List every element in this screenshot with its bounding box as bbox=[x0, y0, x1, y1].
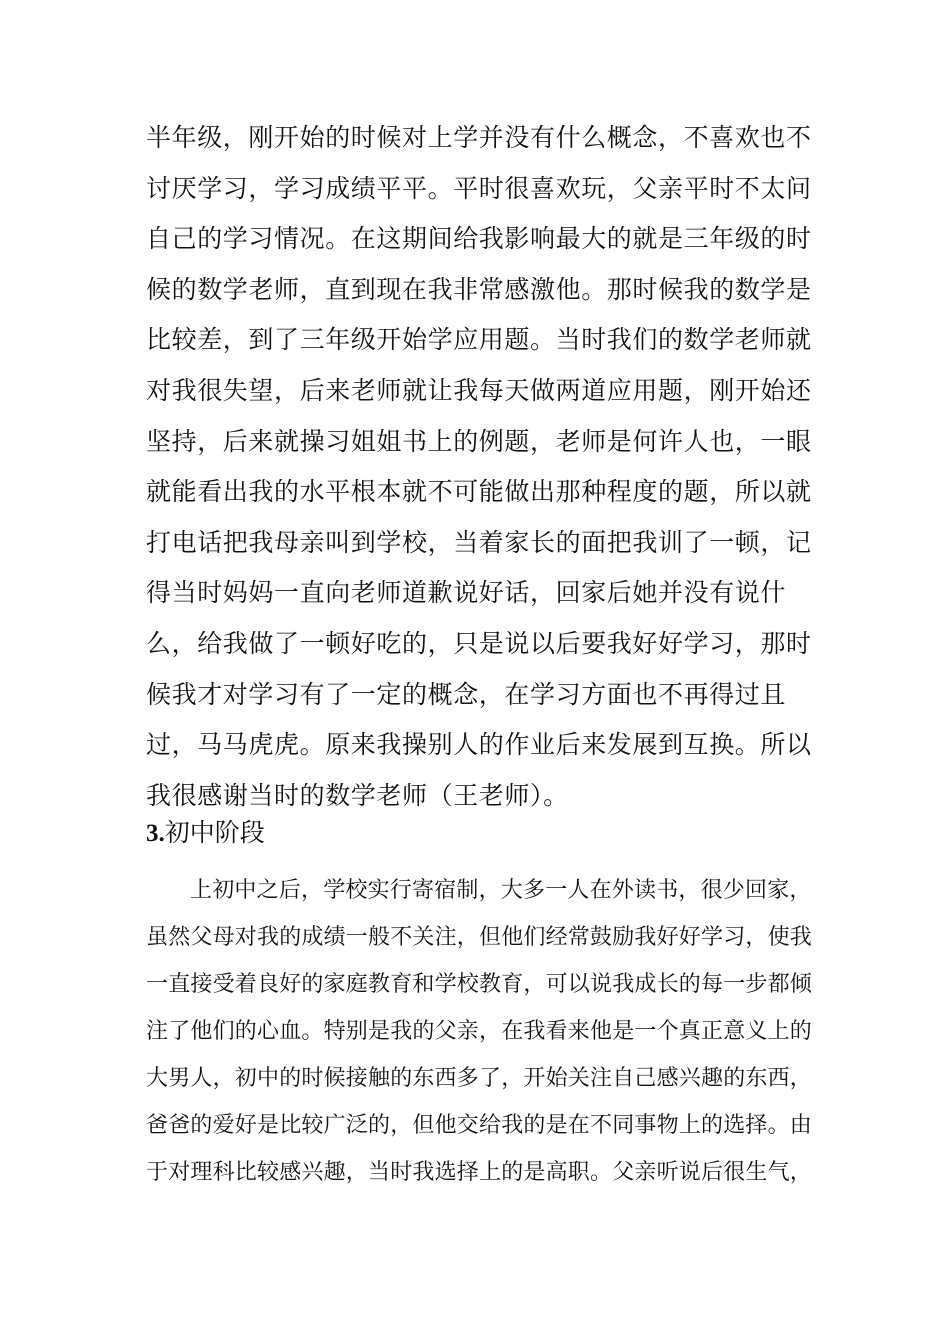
text-line: 打电话把我母亲叫到学校，当着家长的面把我训了一顿，记 bbox=[146, 527, 812, 557]
text-line: 候我才对学习有了一定的概念，在学习方面也不再得过且 bbox=[146, 679, 787, 709]
text-line: 比较差，到了三年级开始学应用题。当时我们的数学老师就 bbox=[146, 325, 812, 355]
section-number: 3. bbox=[146, 820, 165, 847]
text-line: 过，马马虎虎。原来我操别人的作业后来发展到互换。所以 bbox=[146, 730, 812, 760]
text-line: 么，给我做了一顿好吃的，只是说以后要我好好学习，那时 bbox=[146, 628, 812, 658]
text-line: 候的数学老师，直到现在我非常感激他。那时候我的数学是 bbox=[146, 274, 812, 304]
text-line: 于对理科比较感兴趣，当时我选择上的是高职。父亲听说后很生气， bbox=[146, 1160, 813, 1185]
text-line: 半年级，刚开始的时候对上学并没有什么概念，不喜欢也不 bbox=[146, 123, 812, 152]
text-line: 坚持，后来就操习姐姐书上的例题，老师是何许人也，一眼 bbox=[146, 426, 812, 456]
paragraph-primary-school bbox=[146, 113, 846, 821]
text-line: 大男人，初中的时候接触的东西多了，开始关注自己感兴趣的东西， bbox=[146, 1066, 813, 1091]
section-heading bbox=[146, 818, 265, 849]
text-line: 对我很失望，后来老师就让我每天做两道应用题，刚开始还 bbox=[146, 375, 812, 405]
text-line: 上初中之后，学校实行寄宿制，大多一人在外读书，很少回家， bbox=[190, 878, 812, 903]
text-line: 注了他们的心血。特别是我的父亲，在我看来他是一个真正意义上的 bbox=[146, 1019, 813, 1044]
text-line: 我很感谢当时的数学老师（王老师）。 bbox=[146, 780, 569, 810]
text-line: 爸爸的爱好是比较广泛的，但他交给我的是在不同事物上的选择。由 bbox=[146, 1113, 813, 1138]
text-line: 虽然父母对我的成绩一般不关注，但他们经常鼓励我好好学习，使我 bbox=[146, 925, 813, 950]
text-line: 就能看出我的水平根本就不可能做出那种程度的题，所以就 bbox=[146, 477, 812, 507]
text-line: 一直接受着良好的家庭教育和学校教育，可以说我成长的每一步都倾 bbox=[146, 972, 813, 997]
paragraph-middle-school bbox=[146, 867, 846, 1196]
text-line: 讨厌学习，学习成绩平平。平时很喜欢玩，父亲平时不太问 bbox=[146, 173, 812, 203]
text-line: 得当时妈妈一直向老师道歉说好话，回家后她并没有说什 bbox=[146, 578, 787, 608]
section-title: 初中阶段 bbox=[164, 818, 265, 847]
text-line: 自己的学习情况。在这期间给我影响最大的就是三年级的时 bbox=[146, 224, 812, 254]
